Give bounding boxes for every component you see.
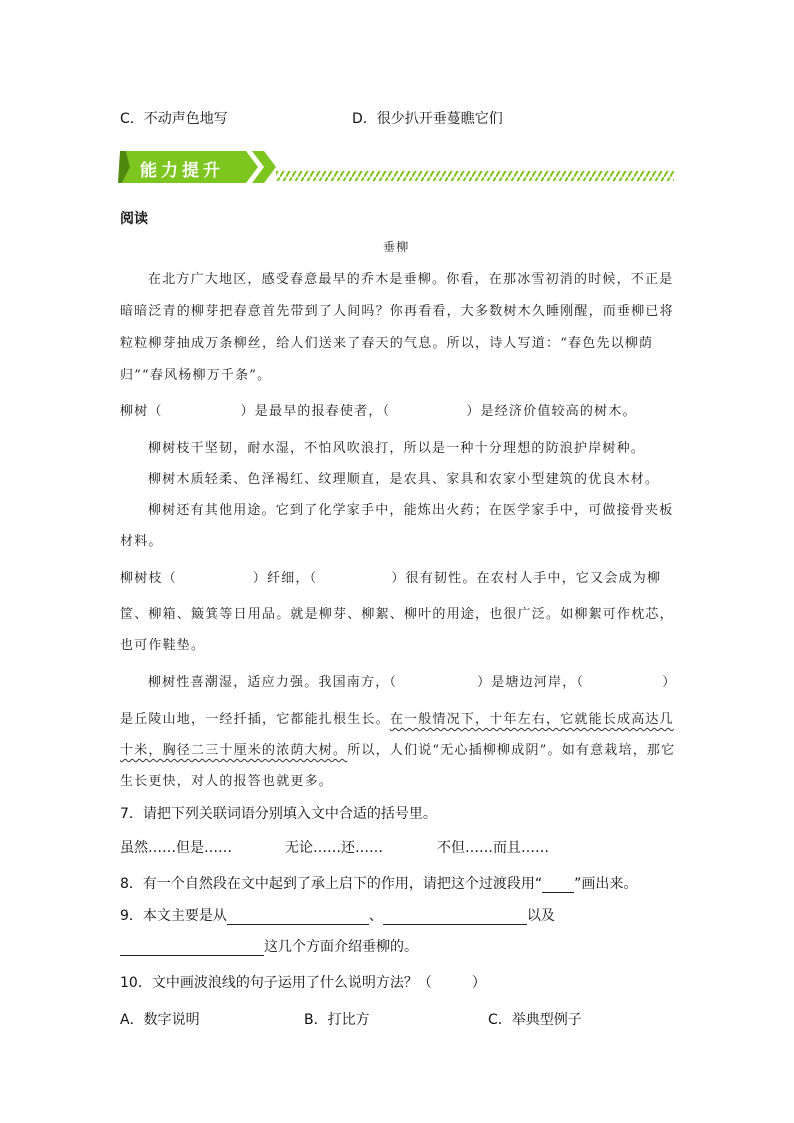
text-segment: ）纤细，（ xyxy=(252,571,318,586)
article-line: 也可作鞋垫。 xyxy=(120,638,206,653)
text-segment: 所以，人们说“无心插柳柳成阴”。如有意栽培，那它 xyxy=(347,743,676,758)
article-line: 筐、柳箱、簸箕等日用品。就是柳芽、柳絮、柳叶的用途，也很广泛。如柳絮可作枕芯， xyxy=(120,607,674,622)
banner-label: 能力提升 xyxy=(140,161,224,181)
text-segment: ）很有韧性。在农村人手中，它又会成为柳 xyxy=(391,571,662,586)
text-segment: ）是经济价值较高的树木。 xyxy=(466,404,637,419)
article-line: 柳树枝干坚韧，耐水湿，不怕风吹浪打，所以是一种十分理想的防浪护岸树种。 xyxy=(148,441,646,456)
article-line: 在北方广大地区，感受春意最早的乔木是垂柳。你看，在那冰雪初消的时候，不正是 xyxy=(148,272,674,287)
text-segment: 柳树性喜潮湿，适应力强。我国南方，（ xyxy=(148,675,398,690)
article-line: 柳树还有其他用途。它到了化学家手中，能炼出火药；在医学家手中，可做接骨夹板 xyxy=(148,503,674,518)
q10-option-a: A．数字说明 xyxy=(120,1012,200,1028)
section-banner xyxy=(118,147,678,187)
article-line: 暗暗泛青的柳芽把春意首先带到了人间吗？你再看看，大多数树木久睡刚醒，而垂柳已将 xyxy=(120,304,674,319)
text-segment: ”画出来。 xyxy=(574,876,638,892)
text-segment: 这几个方面介绍垂柳的。 xyxy=(264,939,418,955)
text-segment: ） xyxy=(471,975,486,991)
banner-stripes xyxy=(276,171,674,181)
article-line: 归”“春风杨柳万千条”。 xyxy=(120,368,272,383)
option-d: D．很少扒开垂蔓瞧它们 xyxy=(352,111,503,127)
question-7-prompt: 7．请把下列关联词语分别填入文中合适的括号里。 xyxy=(120,806,437,822)
text-segment: 8．有一个自然段在文中起到了承上启下的作用，请把这个过渡段用“ xyxy=(120,876,543,892)
question-9-continued xyxy=(120,936,418,956)
article-fill-line xyxy=(120,400,637,419)
text-segment: 是丘陵山地，一经扦插，它都能扎根生长。 xyxy=(120,712,390,727)
q7-option: 不但……而且…… xyxy=(437,840,549,856)
answer-blank[interactable] xyxy=(383,910,527,925)
wavy-underlined-sentence: 十米，胸径二三十厘米的浓荫大树。 xyxy=(120,743,348,758)
question-9 xyxy=(120,905,555,925)
article-line: 粒粒柳芽抽成万条柳丝，给人们送来了春天的气息。所以，诗人写道：“春色先以柳荫 xyxy=(120,336,654,351)
question-8 xyxy=(120,873,637,893)
wavy-underlined-sentence: 在一般情况下，十年左右，它就能长成高达几 xyxy=(389,712,674,727)
answer-blank[interactable] xyxy=(227,910,369,925)
q7-option: 虽然……但是…… xyxy=(120,840,232,856)
text-segment: ）是最早的报春使者，（ xyxy=(240,404,391,419)
text-segment: ） xyxy=(662,675,677,690)
article-fill-line xyxy=(148,671,676,690)
article-line: 生长更快，对人的报答也就更多。 xyxy=(120,774,334,789)
text-segment: 10．文中画波浪线的句子运用了什么说明方法？（ xyxy=(120,975,432,991)
article-line: 柳树木质轻柔、色泽褐红、纹理顺直，是农具、家具和农家小型建筑的优良木材。 xyxy=(148,472,660,487)
article-line: 材料。 xyxy=(120,534,163,549)
article-line xyxy=(120,708,674,727)
answer-blank[interactable] xyxy=(120,941,264,956)
q10-option-b: B．打比方 xyxy=(304,1012,370,1028)
article-title: 垂柳 xyxy=(383,240,410,254)
answer-blank[interactable] xyxy=(542,878,574,893)
question-10 xyxy=(120,972,486,992)
text-segment: 柳树枝（ xyxy=(120,571,177,586)
option-c: C．不动声色地写 xyxy=(120,111,228,127)
article-fill-line xyxy=(120,567,661,586)
text-segment: ）是塘边河岸，（ xyxy=(477,675,585,690)
article-line xyxy=(120,739,675,758)
text-segment: 、 xyxy=(368,908,383,924)
text-segment: 9．本文主要是从 xyxy=(120,908,227,924)
text-segment: 以及 xyxy=(526,908,555,924)
text-segment: 柳树（ xyxy=(120,404,163,419)
reading-heading: 阅读 xyxy=(120,211,148,227)
q7-option: 无论……还…… xyxy=(285,840,383,856)
q10-option-c: C．举典型例子 xyxy=(488,1012,582,1028)
